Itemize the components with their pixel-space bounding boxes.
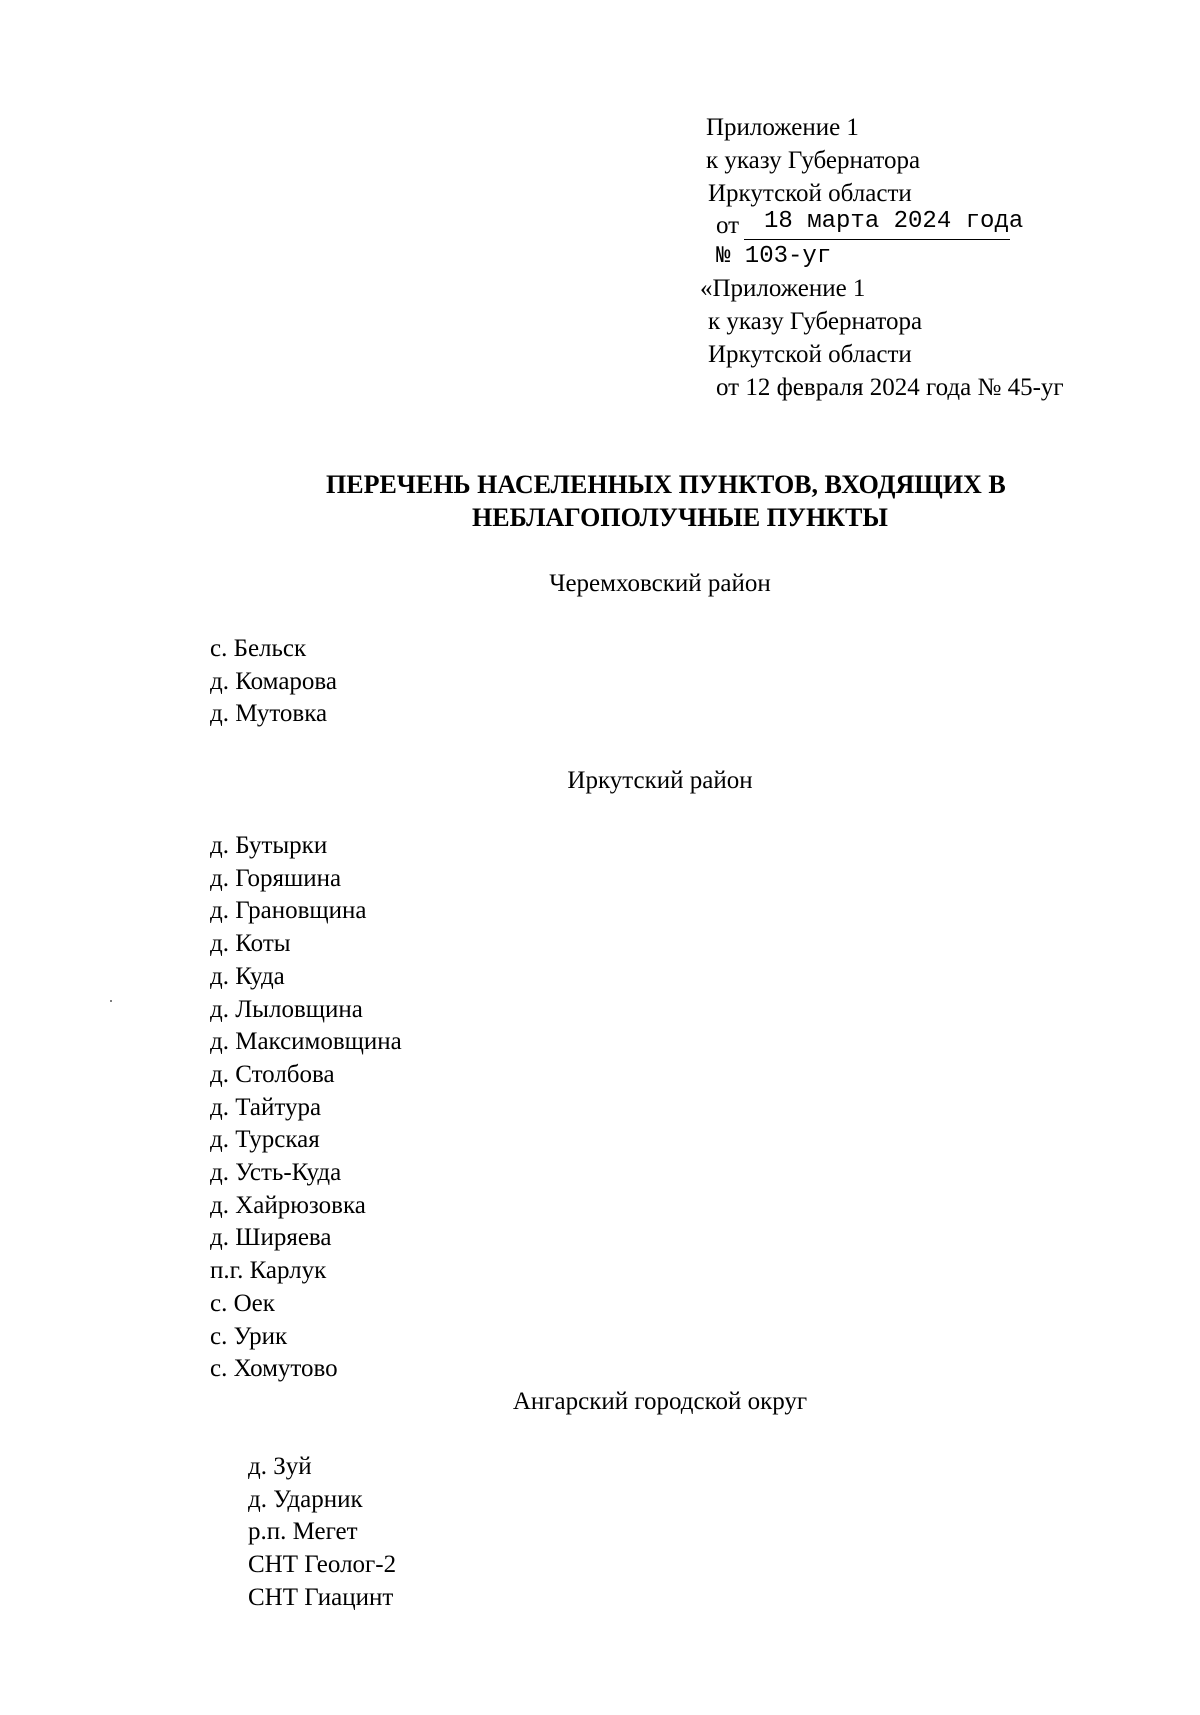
scan-speck bbox=[110, 1000, 112, 1002]
orig-decree-ref: к указу Губернатора bbox=[708, 308, 923, 335]
document-page: Приложение 1 к указу Губернатора Иркутской области от 18 марта 2024 года № 103-уг «Приложение 1 к указу Губернатора Иркутской области от 12 февраля 2024 года № 45-уг ПЕРЕЧЕНЬ НАСЕЛЕННЫХ ПУНКТОВ, ВХОДЯЩИХ В НЕБЛАГОПОЛУЧНЫЕ ПУНКТЫ Черемховский район с. Бельск д. Комарова д. Мутовка Иркутский район д. Бутырки д. Горяшина д. Грановщина д. Коты д. Куда д. Лыловщина д. Максимовщина д. Столбова д. Тайтура д. Турская д. Усть-Куда д. Хайрюзовка д. Ширяева п.г. Карлук с. Оек с. Урик с. Хомутово Ангарский городской округ д. Зуй д. Ударник р.п. Мегет СНТ Геолог-2 СНТ Гиацинт bbox=[0, 0, 1200, 1715]
decree-ref: к указу Губернатора bbox=[706, 147, 921, 174]
appendix-label: Приложение 1 bbox=[706, 114, 859, 141]
list-item: д. Столбова bbox=[210, 1060, 335, 1088]
list-item: д. Зуй bbox=[248, 1453, 312, 1480]
list-item: с. Бельск bbox=[210, 635, 307, 662]
list-item: п.г. Карлук bbox=[210, 1257, 327, 1285]
list-cheremkhovsky bbox=[210, 633, 337, 731]
list-item: д. Хайрюзовка bbox=[210, 1191, 366, 1219]
section-heading-irkutsky: Иркутский район bbox=[567, 767, 753, 794]
list-item: СНТ Геолог-2 bbox=[248, 1551, 397, 1579]
date-underline bbox=[744, 239, 1010, 240]
list-item: д. Мутовка bbox=[210, 700, 328, 728]
list-item: д. Турская bbox=[210, 1126, 320, 1154]
list-item: д. Максимовщина bbox=[210, 1028, 402, 1056]
list-item: д. Тайтура bbox=[210, 1093, 322, 1121]
list-item: д. Комарова bbox=[210, 667, 337, 695]
list-item: д. Лыловщина bbox=[210, 995, 363, 1023]
list-item: д. Ширяева bbox=[210, 1224, 332, 1252]
list-irkutsky bbox=[210, 830, 402, 1386]
list-item: с. Оек bbox=[210, 1289, 275, 1317]
orig-region-ref: Иркутской области bbox=[708, 341, 912, 368]
list-item: д. Коты bbox=[210, 930, 291, 958]
list-angarsky bbox=[248, 1451, 396, 1615]
orig-date-number: от 12 февраля 2024 года № 45-уг bbox=[716, 374, 1064, 401]
region-ref: Иркутской области bbox=[708, 180, 912, 207]
list-item: д. Грановщина bbox=[210, 897, 367, 925]
list-item: д. Горяшина bbox=[210, 864, 342, 892]
list-item: д. Куда bbox=[210, 962, 285, 990]
list-item: д. Усть-Куда bbox=[210, 1159, 342, 1187]
list-item: с. Урик bbox=[210, 1322, 288, 1350]
list-item: с. Хомутово bbox=[210, 1355, 338, 1383]
orig-appendix-label: «Приложение 1 bbox=[700, 275, 866, 302]
section-heading-cheremkhovsky: Черемховский район bbox=[549, 570, 771, 597]
date-prefix: от bbox=[716, 212, 740, 239]
list-item: д. Ударник bbox=[248, 1485, 363, 1513]
date-value: 18 марта 2024 года bbox=[764, 208, 1024, 235]
list-item: д. Бутырки bbox=[210, 832, 328, 859]
list-item: СНТ Гиацинт bbox=[248, 1583, 394, 1611]
list-item: р.п. Мегет bbox=[248, 1518, 358, 1546]
decree-number: № 103-уг bbox=[716, 243, 832, 270]
section-heading-angarsky: Ангарский городской округ bbox=[512, 1388, 808, 1415]
